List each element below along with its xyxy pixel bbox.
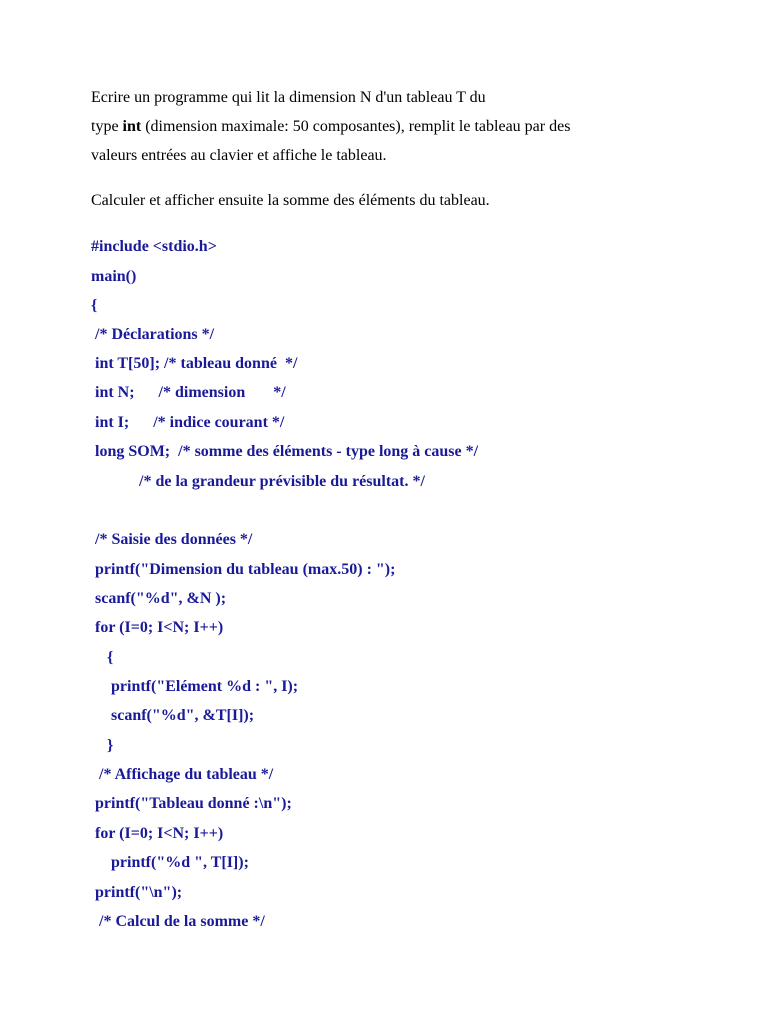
intro-line-2-prefix: type <box>91 118 123 135</box>
code-line: int N; /* dimension */ <box>91 384 286 401</box>
intro-line-4: Calculer et afficher ensuite la somme des éléments du tableau. <box>91 192 490 209</box>
code-line: /* Calcul de la somme */ <box>91 913 265 930</box>
code-line: /* Affichage du tableau */ <box>91 766 274 783</box>
code-line: { <box>91 649 114 666</box>
code-line: for (I=0; I<N; I++) <box>91 825 224 842</box>
code-line: printf("Dimension du tableau (max.50) : "); <box>91 561 396 578</box>
code-line: printf("Tableau donné :\n"); <box>91 795 292 812</box>
code-line: /* Saisie des données */ <box>91 531 253 548</box>
intro-line-2 <box>91 118 570 136</box>
code-line: scanf("%d", &T[I]); <box>91 707 255 724</box>
code-line: /* de la grandeur prévisible du résultat. */ <box>91 473 425 490</box>
code-line: long SOM; /* somme des éléments - type long à cause */ <box>91 443 479 460</box>
code-line: #include <stdio.h> <box>91 238 217 255</box>
code-line: printf("%d ", T[I]); <box>91 854 249 871</box>
code-line: printf("\n"); <box>91 884 183 901</box>
code-line: int T[50]; /* tableau donné */ <box>91 355 298 372</box>
code-line: printf("Elément %d : ", I); <box>91 678 299 695</box>
intro-line-1: Ecrire un programme qui lit la dimension N d'un tableau T du <box>91 89 486 106</box>
intro-line-2-keyword: int <box>122 118 142 135</box>
intro-line-3: valeurs entrées au clavier et affiche le tableau. <box>91 147 387 164</box>
code-line: for (I=0; I<N; I++) <box>91 619 224 636</box>
code-line: { <box>91 297 98 314</box>
code-line: scanf("%d", &N ); <box>91 590 227 607</box>
code-line: int I; /* indice courant */ <box>91 414 285 431</box>
intro-line-2-suffix: (dimension maximale: 50 composantes), remplit le tableau par des <box>141 118 571 135</box>
code-line: main() <box>91 268 137 285</box>
code-line: } <box>91 737 114 754</box>
code-line: /* Déclarations */ <box>91 326 215 343</box>
